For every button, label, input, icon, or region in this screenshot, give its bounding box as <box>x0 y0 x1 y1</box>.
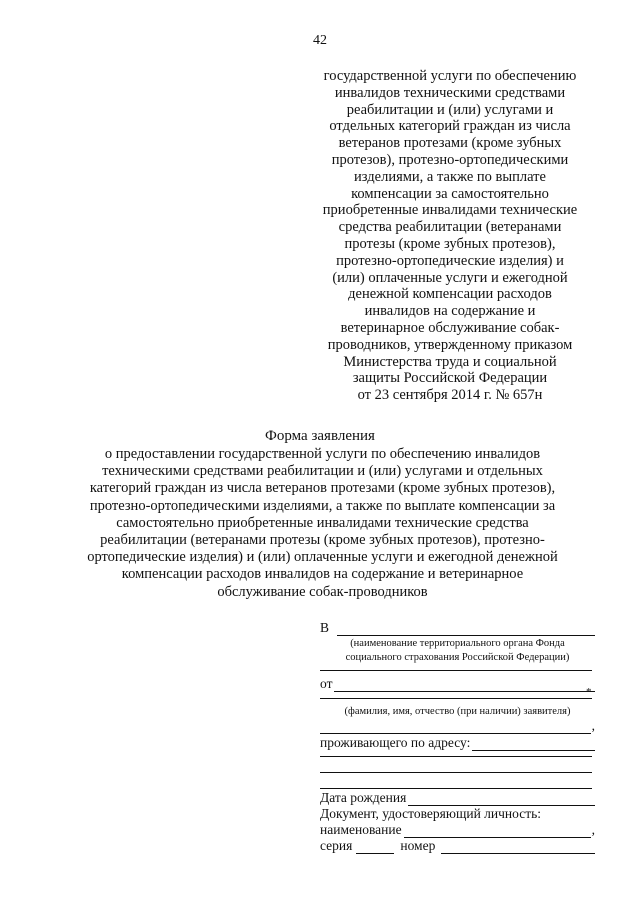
asterisk-mark: * <box>586 686 592 698</box>
header-line: Министерства труда и социальной <box>343 353 557 370</box>
to-note-line-2: социального страхования Российской Федерации) <box>345 652 570 663</box>
id-document-label: Документ, удостоверяющий личность: <box>320 806 542 821</box>
number-input-line[interactable] <box>441 839 595 854</box>
address-field[interactable] <box>320 735 595 751</box>
header-line: государственной услуги по обеспечению <box>323 68 577 84</box>
header-line: компенсации за самостоятельно <box>351 185 549 202</box>
series-number-row[interactable] <box>320 838 595 854</box>
approval-header <box>300 68 600 404</box>
header-line: протезно-ортопедические изделия) и <box>336 252 564 269</box>
to-note-line-1: (наименование территориального органа Фонда <box>350 638 565 649</box>
from-input-line[interactable] <box>334 677 595 692</box>
to-extra-line[interactable] <box>320 670 592 671</box>
series-label: серия <box>320 838 353 853</box>
subtitle-line: о предоставлении государственной услуги по обеспечению инвалидов <box>104 446 541 462</box>
subtitle-line: ортопедические изделия) и (или) оплаченные услуги и ежегодной денежной <box>87 549 558 566</box>
comma-2: , <box>591 822 595 837</box>
address-line-3[interactable] <box>320 772 592 773</box>
id-name-field[interactable] <box>320 822 595 838</box>
from-field[interactable] <box>320 676 595 692</box>
address-line-4[interactable] <box>320 788 592 789</box>
comma-1: , <box>591 718 595 733</box>
header-line: инвалидов на содержание и <box>364 303 536 320</box>
header-line: средства реабилитации (ветеранами <box>338 219 562 236</box>
header-line: защиты Российской Федерации <box>352 370 548 387</box>
page-number: 42 <box>313 33 327 48</box>
subtitle-line: самостоятельно приобретенные инвалидами технические средства <box>116 514 529 531</box>
header-line: денежной компенсации расходов <box>348 286 552 303</box>
header-line: протезы (кроме зубных протезов), <box>344 235 556 252</box>
form-subtitle <box>60 446 585 601</box>
subtitle-line: протезно-ортопедическими изделиями, а также по выплате компенсации за <box>89 497 556 514</box>
from-field-note: (фамилия, имя, отчество (при наличии) заявителя) <box>344 706 571 717</box>
header-line: проводников, утвержденному приказом <box>327 336 573 353</box>
header-line: ветеринарное обслуживание собак- <box>340 319 560 336</box>
subtitle-line: техническими средствами реабилитации и (или) услугами и отдельных <box>102 463 543 480</box>
id-name-input-line[interactable] <box>404 823 591 838</box>
to-field-note <box>320 637 595 665</box>
series-input-line[interactable] <box>356 839 394 854</box>
header-line: ветеранов протезами (кроме зубных <box>338 135 562 152</box>
to-input-line[interactable] <box>337 621 595 636</box>
header-line: протезов), протезно-ортопедическими <box>331 151 569 168</box>
address-input-line[interactable] <box>472 736 595 751</box>
birth-date-input-line[interactable] <box>408 791 595 806</box>
from-extra-line-2[interactable] <box>320 719 591 734</box>
form-title: Форма заявления <box>265 428 375 444</box>
header-line: (или) оплаченные услуги и ежегодной <box>332 269 568 286</box>
to-field[interactable] <box>320 620 595 636</box>
subtitle-line: обслуживание собак-проводников <box>217 583 428 600</box>
birth-date-label: Дата рождения <box>320 790 407 805</box>
header-line: приобретенные инвалидами технические <box>322 202 578 219</box>
id-name-label: наименование <box>320 822 402 837</box>
address-label: проживающего по адресу: <box>320 735 471 750</box>
number-label: номер <box>400 838 436 853</box>
birth-date-field[interactable] <box>320 790 595 806</box>
header-line: инвалидов техническими средствами <box>334 84 566 101</box>
from-extra-line[interactable] <box>320 698 592 699</box>
header-line: реабилитации и (или) услугами и <box>346 101 554 118</box>
from-extra-line-2-row[interactable] <box>320 718 595 734</box>
subtitle-line: компенсации расходов инвалидов на содержание и ветеринарное <box>121 566 524 583</box>
header-line: от 23 сентября 2014 г. № 657н <box>357 387 543 404</box>
subtitle-line: категорий граждан из числа ветеранов протезами (кроме зубных протезов), <box>89 480 556 497</box>
header-line: изделиями, а также по выплате <box>354 168 546 185</box>
subtitle-line: реабилитации (ветеранами протезы (кроме зубных протезов), протезно- <box>100 532 545 549</box>
address-line-2[interactable] <box>320 756 592 757</box>
header-line: отдельных категорий граждан из числа <box>329 118 571 135</box>
to-label: В <box>320 620 330 635</box>
from-label: от <box>320 676 333 691</box>
